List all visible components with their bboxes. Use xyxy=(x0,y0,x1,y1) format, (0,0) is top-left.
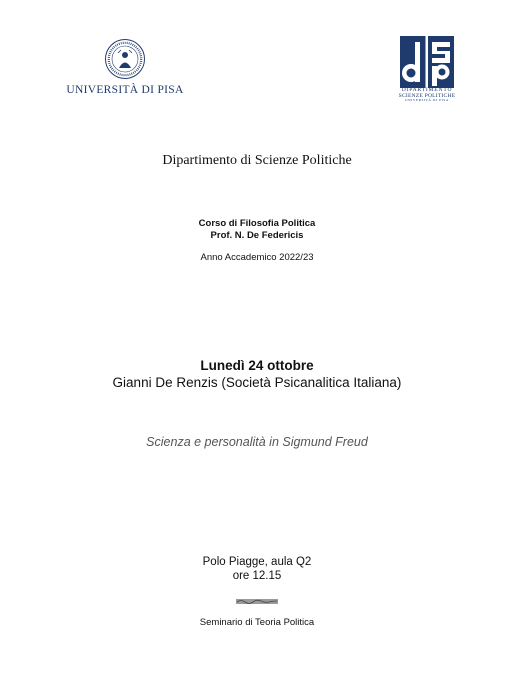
course-name: Corso di Filosofia Politica xyxy=(198,218,316,229)
event-date: Lunedì 24 ottobre xyxy=(200,358,314,373)
event-speaker: Gianni De Renzis (Società Psicanalitica Italiana) xyxy=(112,375,402,390)
event-location: Polo Piagge, aula Q2 xyxy=(202,556,312,568)
seminar-series: Seminario di Teoria Politica xyxy=(199,617,315,628)
department-logo-caption xyxy=(396,88,458,103)
course-info xyxy=(0,218,514,242)
university-wordmark: UNIVERSITÀ DI PISA xyxy=(66,84,184,96)
department-logo xyxy=(398,36,460,108)
course-professor: Prof. N. De Federicis xyxy=(210,230,304,241)
event-venue xyxy=(0,555,514,583)
university-seal-icon xyxy=(104,38,146,80)
department-logo-caption-line3: UNIVERSITÀ DI PISA xyxy=(405,98,449,103)
event-time: ore 12.15 xyxy=(232,570,282,582)
talk-title: Scienza e personalità in Sigmund Freud xyxy=(146,435,368,449)
academic-year: Anno Accademico 2022/23 xyxy=(200,252,314,263)
department-title: Dipartimento di Scienze Politiche xyxy=(162,153,352,168)
signature-scribble-icon xyxy=(236,598,278,605)
department-logo-caption-line1: DIPARTIMENTO xyxy=(401,87,453,93)
university-logo xyxy=(66,38,184,100)
department-logo-caption-line2: SCIENZE POLITICHE xyxy=(398,92,456,99)
dsp-monogram-icon xyxy=(400,36,454,88)
